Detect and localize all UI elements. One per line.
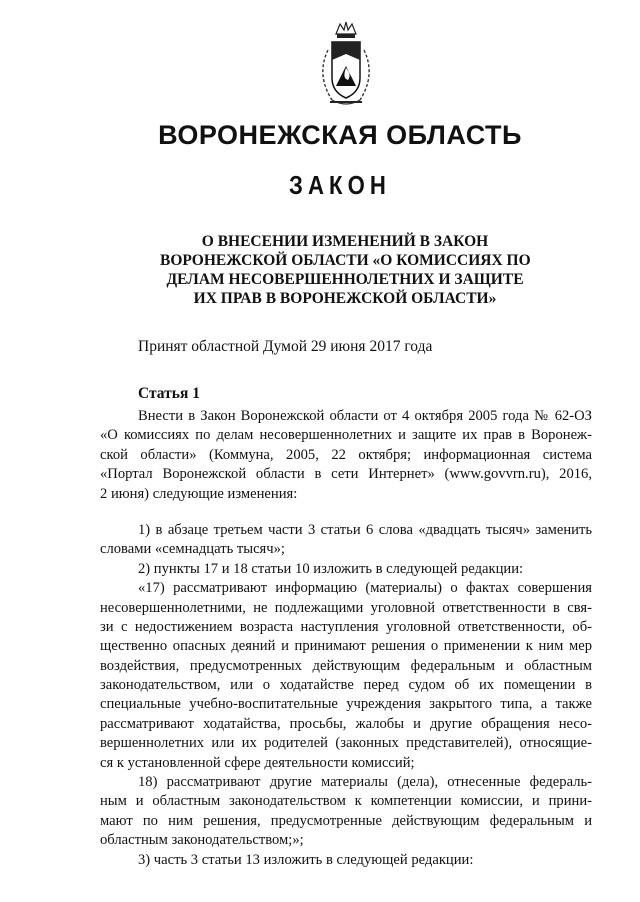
body-line: щественно опасных деяний и принимают решения о применении к ним мер	[100, 638, 592, 655]
body-line: зи с недостижением возраста наступления уголовной ответственности, об-	[100, 618, 592, 635]
body-line: Внести в Закон Воронежской области от 4 октября 2005 года № 62-ОЗ	[138, 408, 592, 424]
document-type-heading: ЗАКОН	[289, 170, 391, 200]
body-line: законодательством, или о ходатайстве перед судом об их помещении в	[100, 677, 592, 694]
body-line: специальные учебно-воспитательные учреждения закрытого типа, а также	[100, 696, 592, 713]
article-heading: Статья 1	[138, 385, 200, 402]
law-title-line: ИХ ПРАВ В ВОРОНЕЖСКОЙ ОБЛАСТИ»	[193, 290, 497, 307]
body-line: словами «семнадцать тысяч»;	[100, 541, 285, 558]
coat-of-arms-emblem	[306, 20, 386, 110]
body-line: несовершеннолетними, не подлежащими уголовной ответственности в свя-	[100, 599, 592, 616]
body-line: «О комиссиях по делам несовершеннолетних и защите их прав в Воронеж-	[100, 427, 592, 444]
region-title: ВОРОНЕЖСКАЯ ОБЛАСТЬ	[158, 120, 522, 150]
body-line: вершеннолетних или их родителей (законных представителей), относящие-	[100, 735, 592, 752]
law-title-line: О ВНЕСЕНИИ ИЗМЕНЕНИЙ В ЗАКОН	[201, 233, 489, 250]
law-title-line: ВОРОНЕЖСКОЙ ОБЛАСТИ «О КОМИССИЯХ ПО	[160, 252, 531, 269]
law-title-line: ДЕЛАМ НЕСОВЕРШЕННОЛЕТНИХ И ЗАЩИТЕ	[166, 271, 524, 288]
body-line: 1) в абзаце третьем части 3 статьи 6 слова «двадцать тысяч» заменить	[138, 521, 592, 538]
article-body	[100, 407, 592, 870]
adoption-note: Принят областной Думой 29 июня 2017 года	[138, 338, 433, 355]
body-line: 3) часть 3 статьи 13 изложить в следующей редакции:	[138, 851, 474, 868]
body-line: 2 июня) следующие изменения:	[100, 485, 298, 502]
body-line: ным и областным законодательством к компетенции комиссии, и прини-	[100, 793, 592, 810]
body-line: 2) пункты 17 и 18 статьи 10 изложить в следующей редакции:	[138, 560, 524, 577]
law-title	[160, 232, 530, 308]
body-line: «17) рассматривают информацию (материалы) о фактах совершения	[138, 580, 592, 597]
body-line: 18) рассматривают другие материалы (дела), отнесенные федераль-	[138, 774, 592, 791]
body-line: воздействия, предусмотренных действующим федеральным и областным	[100, 657, 592, 674]
body-line: рассматривают ходатайства, просьбы, жалобы и другие обращения несо-	[100, 715, 592, 732]
body-line: «Портал Воронежской области в сети Интернет» (www.govvrn.ru), 2016,	[100, 466, 592, 483]
body-line: мают по ним решения, предусмотренные действующим федеральным и	[100, 812, 592, 829]
body-line: областным законодательством;»;	[100, 832, 304, 849]
body-line: ской области» (Коммуна, 2005, 22 октября; информационная система	[100, 446, 592, 463]
body-line: ся к установленной сфере деятельности комиссий;	[100, 754, 415, 771]
